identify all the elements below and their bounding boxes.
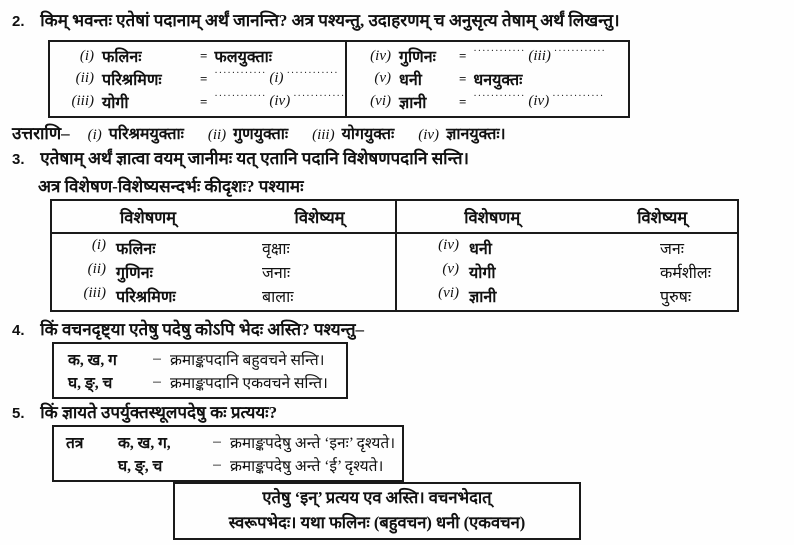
question-4	[12, 317, 364, 340]
header-adjective: विशेषणम्	[120, 208, 177, 227]
noun-cell: वृक्षाः	[262, 241, 290, 258]
equals-sign: =	[200, 93, 208, 109]
item-numeral: (iii)	[312, 127, 335, 143]
equation-row	[56, 91, 346, 113]
noun-cell: जनाः	[262, 265, 291, 282]
letter-row-text: क्रमाङ्कपदानि बहुवचने सन्ति।	[170, 351, 325, 369]
table-body	[52, 234, 395, 310]
item-numeral: (ii)	[75, 70, 94, 87]
suffix-observation-box	[52, 425, 404, 482]
answer-item	[418, 126, 505, 143]
question-3-subtext	[38, 174, 304, 197]
adjective-cell: ज्ञानी	[469, 289, 497, 306]
question-4-number: 4.	[12, 322, 25, 339]
answer-word: परिश्रमयुक्ताः	[108, 126, 184, 143]
letter-row-text: क्रमाङ्कपदेषु अन्ते ‘इनः’ दृश्यते।	[230, 434, 396, 452]
item-numeral: (ii)	[87, 261, 106, 277]
question-2-text: किम् भवन्तः एतेषां पदानाम् अर्थं जानन्ति? अत्र पश्यन्तु, उदाहरणम् च अनुसृत्य तेषाम् अर्थं लिखन्तु।	[40, 11, 620, 30]
header-noun: विशेष्यम्	[294, 208, 345, 227]
conclusion-line-1: एतेषु ‘इन्’ प्रत्यय एव अस्ति। वचनभेदात्	[262, 488, 492, 508]
letter-group: क, ख, ग,	[118, 434, 171, 452]
answer-word: गुणयुक्ताः	[233, 126, 289, 143]
adjective-word: ज्ञानी	[399, 94, 427, 112]
question-3-text: एतेषाम् अर्थं ज्ञात्वा वयम् जानीमः यत् एतानि पदानि विशेषणपदानि सन्ति।	[40, 149, 469, 168]
table-header	[52, 201, 395, 234]
table-row	[397, 261, 737, 283]
letter-group: घ, ङ्, च	[118, 458, 163, 476]
answers-label: उत्तराणि–	[12, 124, 70, 143]
blank-dots: ············	[214, 68, 267, 80]
question-5-number: 5.	[12, 405, 25, 422]
dash: –	[213, 432, 221, 450]
blank-reference: (iv)	[528, 93, 550, 110]
letter-row	[66, 431, 398, 453]
answer-item	[208, 126, 288, 143]
question-3-number: 3.	[12, 151, 25, 168]
equation-row	[56, 45, 341, 67]
letter-row	[66, 454, 398, 476]
equation-row	[56, 68, 341, 90]
blank-dots: ············	[473, 91, 526, 103]
item-numeral: (vi)	[438, 285, 459, 301]
item-numeral: (ii)	[207, 127, 227, 143]
equals-sign: =	[459, 93, 467, 109]
noun-cell: बालाः	[262, 289, 294, 306]
word-meaning-right-column	[347, 42, 628, 116]
answer-word: ज्ञानयुक्तः।	[446, 126, 506, 143]
adjective-word: फलिनः	[102, 49, 142, 67]
conclusion-box	[173, 482, 581, 540]
item-numeral: (iv)	[418, 127, 440, 143]
adjective-cell: धनी	[469, 241, 492, 258]
table-right-half	[397, 201, 737, 310]
item-numeral: (iv)	[438, 237, 459, 253]
plural-singular-box	[52, 342, 348, 399]
noun-cell: पुरुषः	[660, 289, 692, 306]
adjective-word: परिश्रमिणः	[102, 71, 162, 89]
header-adjective: विशेषणम्	[464, 208, 521, 227]
question-2	[12, 8, 620, 31]
header-noun: विशेष्यम्	[637, 208, 688, 227]
item-numeral: (v)	[374, 70, 391, 87]
table-header	[397, 201, 737, 234]
answers-line	[12, 121, 526, 144]
table-body	[397, 234, 737, 310]
meaning-word: फलयुक्ताः	[214, 49, 272, 67]
blank-dots: ············	[552, 91, 605, 103]
item-numeral: (iv)	[370, 47, 391, 64]
item-numeral: (iii)	[83, 285, 106, 301]
row-prefix: तत्र	[66, 434, 84, 452]
adjective-noun-table	[50, 199, 739, 312]
equals-sign: =	[200, 48, 208, 64]
equals-sign: =	[200, 70, 208, 86]
question-5-text: किं ज्ञायते उपर्युक्तस्थूलपदेषु कः प्रत्ययः?	[40, 403, 278, 422]
item-numeral: (v)	[442, 261, 459, 277]
answer-item	[88, 126, 184, 143]
item-numeral: (i)	[79, 47, 94, 64]
blank-reference: (iv)	[269, 93, 291, 110]
adjective-cell: परिश्रमिणः	[116, 289, 176, 306]
question-3-subquestion: अत्र विशेषण-विशेष्यसन्दर्भः कीदृशः? पश्यामः	[38, 177, 304, 196]
table-left-half	[52, 201, 397, 310]
adjective-cell: फलिनः	[116, 241, 156, 258]
answer-word: योगयुक्तः	[341, 126, 395, 143]
table-row	[397, 237, 737, 259]
equals-sign: =	[459, 70, 467, 86]
blank-dots: ············	[214, 91, 267, 103]
letter-row	[68, 348, 342, 370]
table-row	[52, 237, 395, 259]
blank-reference: (i)	[269, 70, 284, 87]
question-2-number: 2.	[12, 13, 25, 30]
blank-dots: ············	[553, 45, 606, 57]
letter-group: घ, ङ्, च	[68, 375, 113, 393]
adjective-word: योगी	[102, 94, 129, 112]
letter-row-text: क्रमाङ्कपदानि एकवचने सन्ति।	[170, 375, 328, 393]
adjective-word: धनी	[399, 71, 422, 89]
dash: –	[153, 373, 161, 391]
equals-sign: =	[459, 48, 467, 64]
equation-row	[353, 91, 624, 113]
blank-dots: ············	[286, 68, 339, 80]
table-row	[52, 285, 395, 307]
dash: –	[153, 349, 161, 367]
letter-group: क, ख, ग	[68, 351, 117, 369]
question-3	[12, 146, 469, 169]
equation-row	[353, 45, 624, 67]
word-meaning-box	[48, 40, 630, 118]
table-row	[397, 285, 737, 307]
meaning-word: धनयुक्तः	[473, 71, 523, 89]
noun-cell: जनः	[660, 241, 684, 258]
adjective-word: गुणिनः	[399, 49, 436, 67]
question-5	[12, 400, 277, 423]
letter-row-text: क्रमाङ्कपदेषु अन्ते ‘ई’ दृश्यते।	[230, 458, 384, 476]
item-numeral: (i)	[91, 237, 106, 253]
word-meaning-left-column	[50, 42, 347, 116]
blank-dots: ············	[293, 91, 346, 103]
table-row	[52, 261, 395, 283]
item-numeral: (iii)	[71, 93, 94, 110]
item-numeral: (vi)	[370, 93, 391, 110]
blank-dots: ············	[473, 45, 526, 57]
conclusion-line-2: स्वरूपभेदः। यथा फलिनः (बहुवचन) धनी (एकवचन)	[228, 513, 526, 532]
noun-cell: कर्मशीलः	[660, 265, 711, 282]
dash: –	[213, 456, 221, 474]
equation-row	[353, 68, 624, 90]
adjective-cell: गुणिनः	[116, 265, 153, 282]
question-4-text: किं वचनदृष्ट्या एतेषु पदेषु कोऽपि भेदः अस्ति? पश्यन्तु–	[40, 320, 365, 339]
letter-row	[68, 371, 342, 393]
adjective-cell: योगी	[469, 265, 496, 282]
blank-reference: (iii)	[528, 47, 551, 64]
item-numeral: (i)	[87, 127, 102, 143]
answer-item	[312, 126, 394, 143]
